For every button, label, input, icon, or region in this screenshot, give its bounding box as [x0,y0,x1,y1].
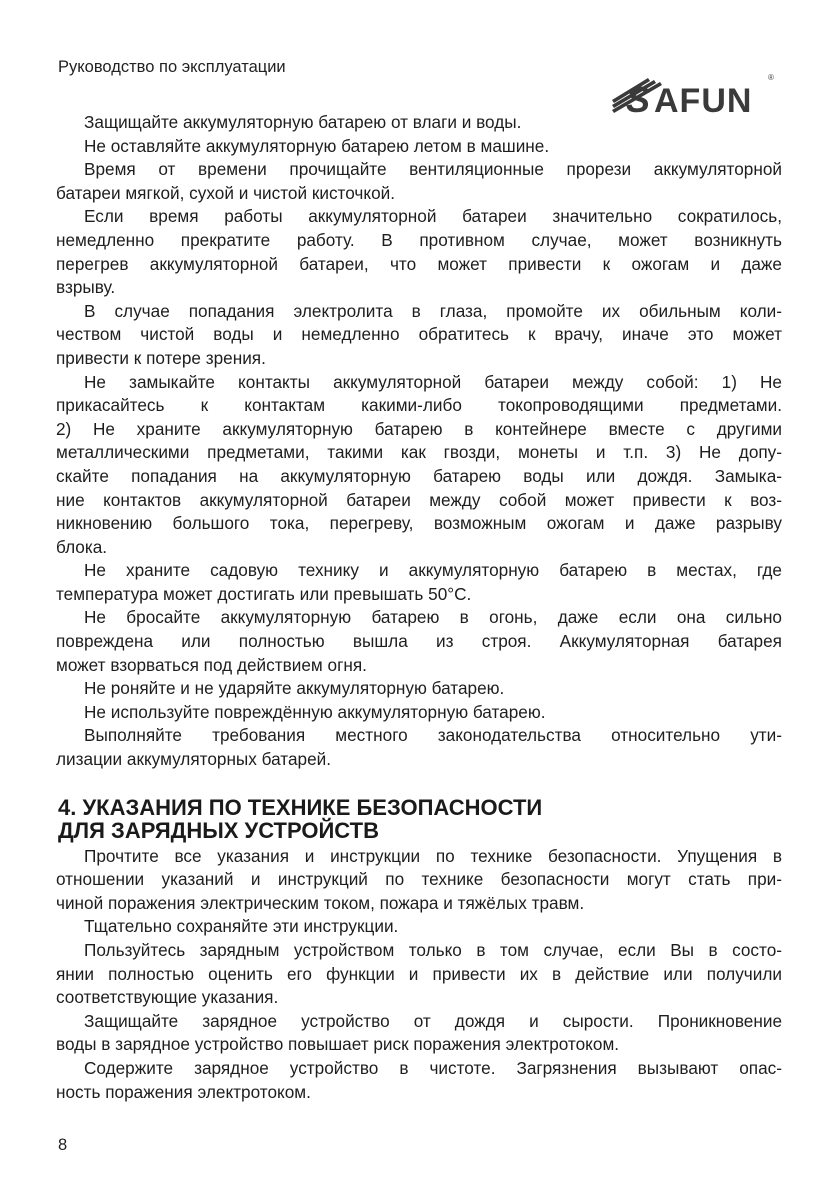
text-line: Не бросайте аккумуляторную батарею в огонь, даже если она сильно [84,607,782,628]
text-line: воды в зарядное устройство повышает риск поражения электротоком. [56,1034,620,1055]
battery-safety-section [56,111,782,772]
section-4-heading [58,796,782,843]
text-line: может взорваться под действием огня. [56,654,367,675]
page-content [56,111,782,1104]
safun-logo [608,70,778,116]
paragraph [56,915,782,939]
text-line: Не оставляйте аккумуляторную батарею летом в машине. [84,135,550,156]
heading-line-1: 4. УКАЗАНИЯ ПО ТЕХНИКЕ БЕЗОПАСНОСТИ [58,794,543,820]
paragraph [56,1010,782,1057]
text-line: перегрев аккумуляторной батареи, что может привести к ожогам и даже [56,253,782,274]
text-line: металлическими предметами, такими как гвозди, монеты и т.п. 3) Не допу- [56,442,782,463]
text-line: Если время работы аккумуляторной батареи значительно сократилось, [84,206,782,227]
text-line: повреждена или полностью вышла из строя. Аккумуляторная батарея [56,631,782,652]
text-line: немедленно прекратите работу. В противном случае, может возникнуть [56,229,782,250]
text-line: Не используйте повреждённую аккумуляторную батарею. [84,701,546,722]
text-line: батареи мягкой, сухой и чистой кисточкой. [56,182,396,203]
text-line: лизации аккумуляторных батарей. [56,749,332,770]
text-line: чиной поражения электрическим током, пожара и тяжёлых травм. [56,892,585,913]
paragraph [56,701,782,725]
svg-text:®: ® [768,73,774,82]
text-line: прикасайтесь к контактам какими-либо токопроводящими предметами. [56,395,782,416]
svg-text:S: S [626,79,651,116]
paragraph [56,724,782,771]
text-line: никновению большого тока, перегреву, возможным ожогам и даже разрыву [56,513,782,534]
svg-text:AFUN: AFUN [654,82,753,116]
paragraph [56,158,782,205]
text-line: Защищайте зарядное устройство от дождя и сырости. Проникновение [84,1010,782,1031]
text-line: Содержите зарядное устройство в чистоте. Загрязнения вызывают опас- [84,1057,782,1078]
paragraph [56,111,782,135]
paragraph [56,845,782,916]
text-line: янии полностью оценить его функции и привести их в действие или получили [56,963,782,984]
text-line: отношении указаний и инструкций по технике безопасности могут стать при- [56,869,782,890]
text-line: привести к потере зрения. [56,347,266,368]
page-number: 8 [58,1136,68,1154]
text-line: Не замыкайте контакты аккумуляторной батареи между собой: 1) Не [84,371,782,392]
text-line: чеством чистой воды и немедленно обратитесь к врачу, иначе это может [56,324,782,345]
charger-safety-section [56,845,782,1105]
paragraph [56,135,782,159]
paragraph [56,559,782,606]
running-title: Руководство по эксплуатации [58,58,286,76]
paragraph [56,205,782,299]
text-line: Не роняйте и не ударяйте аккумуляторную батарею. [84,678,505,699]
paragraph [56,939,782,1010]
text-line: взрыву. [56,277,116,298]
text-line: 2) Не храните аккумуляторную батарею в контейнере вместе с другими [56,418,782,439]
text-line: Тщательно сохраняйте эти инструкции. [84,916,399,937]
text-line: температура может достигать или превышать 50°С. [56,583,472,604]
text-line: блока. [56,536,108,557]
text-line: скайте попадания на аккумуляторную батарею воды или дождя. Замыка- [56,465,782,486]
text-line: ние контактов аккумуляторной батареи между собой может привести к воз- [56,489,782,510]
text-line: Защищайте аккумуляторную батарею от влаги и воды. [84,112,522,132]
paragraph [56,606,782,677]
text-line: В случае попадания электролита в глаза, промойте их обильным коли- [84,300,782,321]
text-line: соответствующие указания. [56,987,279,1008]
paragraph [56,677,782,701]
paragraph [56,1057,782,1104]
paragraph [56,300,782,371]
text-line: Не храните садовую технику и аккумуляторную батарею в местах, где [84,560,782,581]
paragraph [56,371,782,560]
heading-line-2: ДЛЯ ЗАРЯДНЫХ УСТРОЙСТВ [58,818,379,844]
text-line: Время от времени прочищайте вентиляционные прорези аккумуляторной [84,159,782,180]
text-line: Выполняйте требования местного законодательства относительно ути- [84,725,782,746]
text-line: Прочтите все указания и инструкции по технике безопасности. Упущения в [84,845,782,866]
text-line: Пользуйтесь зарядным устройством только в том случае, если Вы в состо- [84,940,782,960]
text-line: ность поражения электротоком. [56,1081,311,1102]
